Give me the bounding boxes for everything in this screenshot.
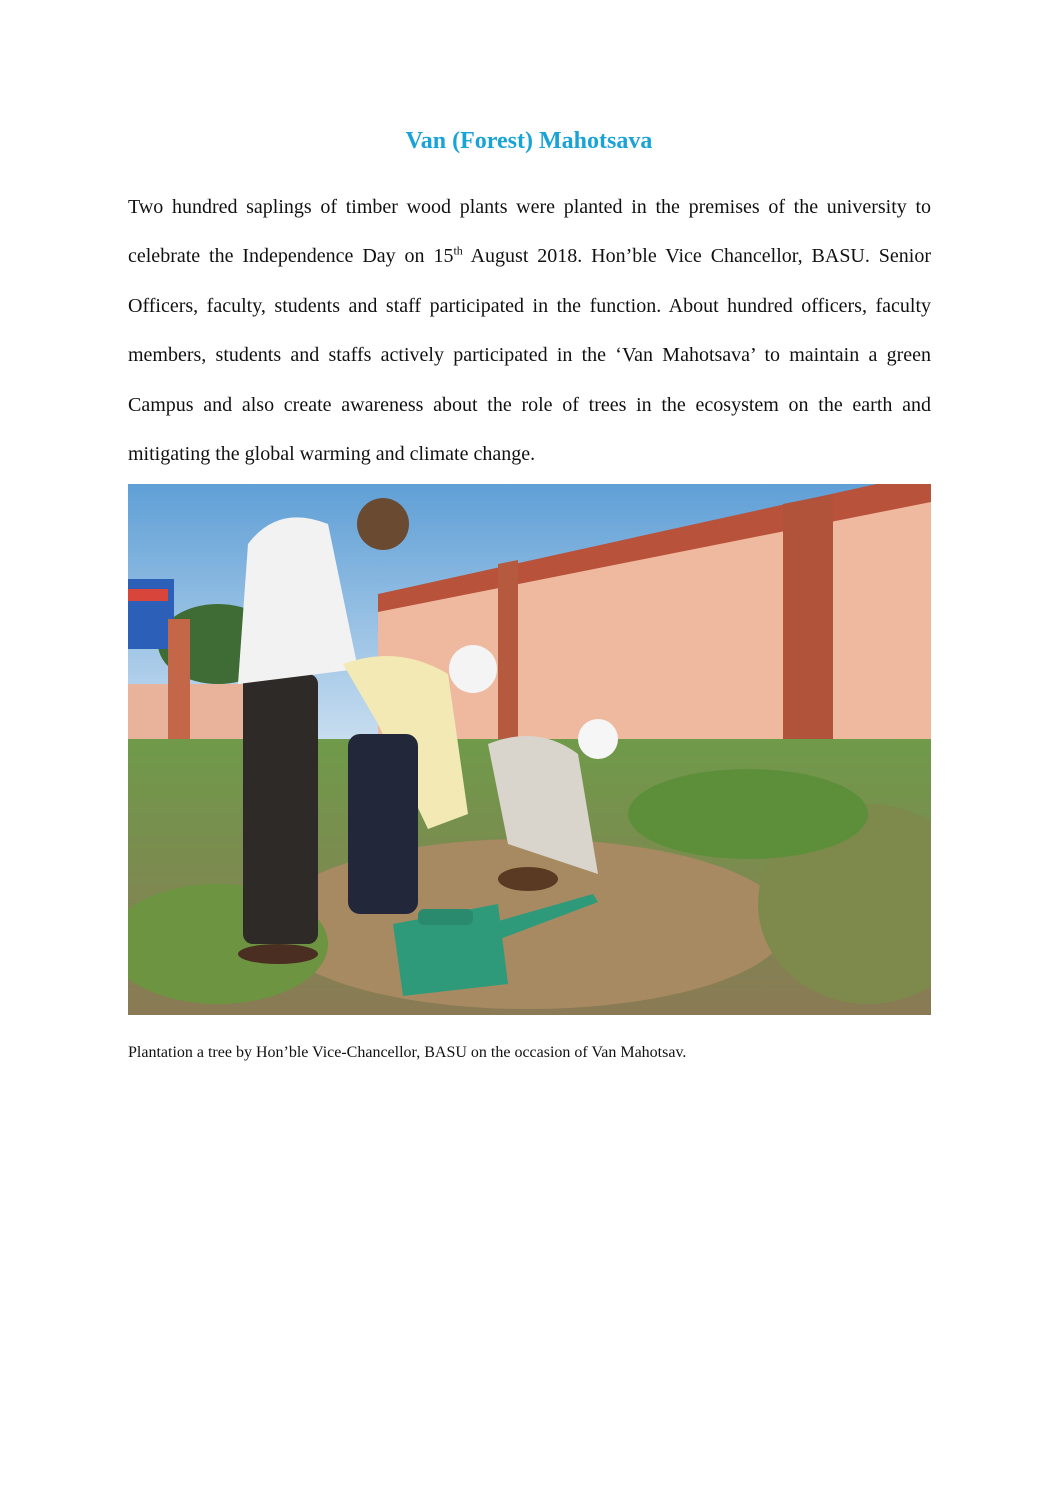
plantation-photo-illustration <box>128 484 931 1015</box>
ordinal-superscript: th <box>453 243 463 258</box>
plantation-photo <box>128 484 931 1015</box>
paragraph-text-part2: August 2018. Hon’ble Vice Chancellor, BASU. Senior Officers, faculty, students and staff participated in the function. About hundred officers, faculty members, students and staffs actively participated in the ‘Van Mahotsava’ to maintain a green Campus and also create awareness about the role of trees in the ecosystem on the earth and mitigating the global warming and climate change. <box>128 245 931 466</box>
paragraph-text-part1: Two hundred saplings of timber wood plants were planted in the premises of the university to celebrate the Independence Day on 15 <box>128 196 931 268</box>
body-paragraph <box>128 183 931 479</box>
photo-caption: Plantation a tree by Hon’ble Vice-Chancellor, BASU on the occasion of Van Mahotsav. <box>128 1044 687 1061</box>
page-title: Van (Forest) Mahotsava <box>405 128 653 154</box>
